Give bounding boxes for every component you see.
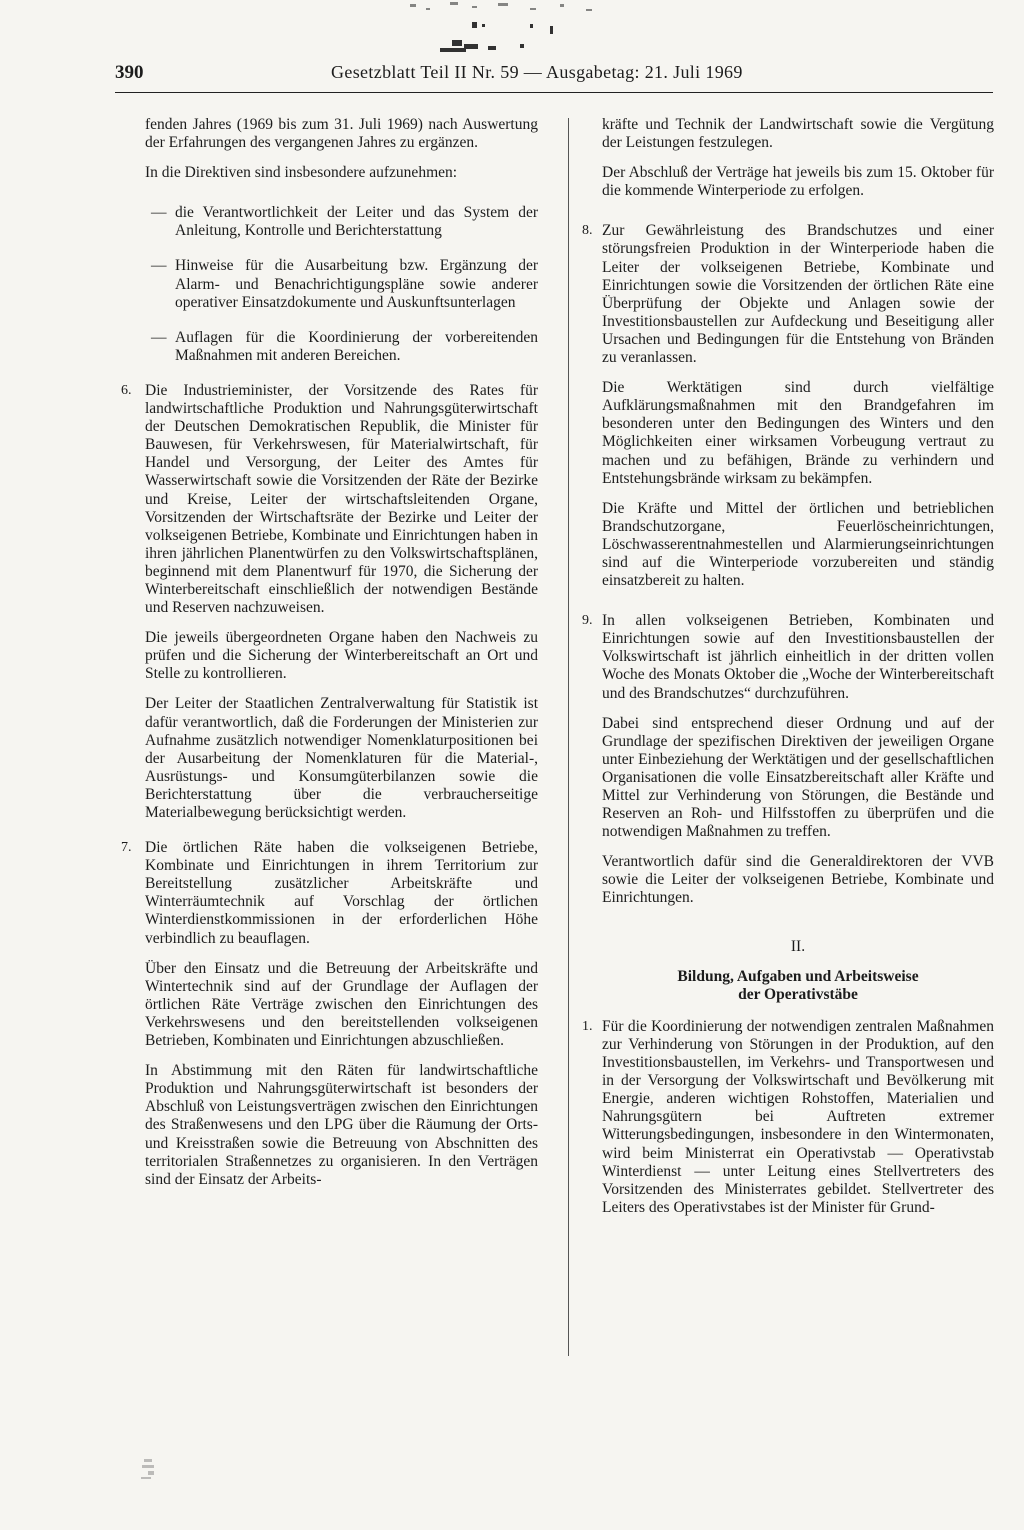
column-divider: [568, 118, 569, 1356]
item-number: 6.: [121, 382, 132, 398]
dash-item-text: die Verantwortlichkeit der Leiter und das System der Anleitung, Kontrolle und Berichterstattung: [175, 204, 538, 240]
item-paragraph: Dabei sind entsprechend dieser Ordnung und auf der Grundlage der spezifischen Direktiven der jeweiligen Organe unter Einbeziehung der Werktätigen und der gesellschaftlichen Organisationen die volle Einsatzbereitschaft aller Kräfte und Mittel zur Verhinderung von Störungen, die Bestände und Reserven an Roh- und Hilfsstoffen zu überprüfen und die notwendigen Maßnahmen zu treffen.: [602, 714, 994, 841]
left-column: [121, 116, 538, 1189]
dash-item-text: Hinweise für die Ausarbeitung bzw. Ergänzung der Alarm- und Benachrichtigungspläne sowie anderer operativer Einsatzdokumente und Auskunftsunterlagen: [175, 257, 538, 311]
item-paragraph: Die Kräfte und Mittel der örtlichen und betrieblichen Brandschutzorgane, Feuerlöscheinrichtungen, Löschwasserentnahmestellen und Alarmierungseinrichtungen sind auf die Winterperiode vorzubereiten und ständig einsatzbereit zu halten.: [602, 499, 994, 590]
numbered-item-9: [582, 612, 994, 907]
intro-paragraph: fenden Jahres (1969 bis zum 31. Juli 1969) nach Auswertung der Erfahrungen des vergangenen Jahres zu ergänzen.: [145, 116, 538, 152]
item-paragraph: In Abstimmung mit den Räten für landwirtschaftliche Produktion und Nahrungsgüterwirtschaft ist besonders der Abschluß von Leistungsverträgen zwischen den Einrichtungen des Straßenwesens und den LPG über die Räumung der Orts- und Kreisstraßen sowie die Betreuung von Abschnitten des territorialen Straßennetzes zu organisieren. In den Verträgen sind der Einsatz der Arbeits-: [145, 1062, 538, 1188]
section-heading-line: der Operativstäbe: [738, 985, 858, 1003]
item-paragraph: Über den Einsatz und die Betreuung der Arbeitskräfte und Wintertechnik sind auf der Grundlage der Auflagen der örtlichen Räte Verträge zwischen den Einrichtungen des Verkehrswesens und den bereitstellenden volkseigenen Betrieben, Kombinaten und Einrichtungen abzuschließen.: [145, 959, 538, 1050]
item-number: 7.: [121, 840, 132, 856]
item-paragraph: Zur Gewährleistung des Brandschutzes und einer störungsfreien Produktion in der Winterperiode haben die Leiter der volkseigenen Betriebe, Kombinate und Einrichtungen sowie die Vorsitzenden der örtlichen Räte eine Überprüfung der Objekte und Anlagen sowie der Investitionsbaustellen zur Aufdeckung und Beseitigung aller Ursachen und Bedingungen für die Entstehung von Bränden zu veranlassen.: [602, 222, 994, 367]
item-paragraph: Für die Koordinierung der notwendigen zentralen Maßnahmen zur Verhinderung von Störungen in der Produktion, auf den Investitionsbaustellen, im Verkehrs- und Transportwesen und in der Versorgung der Volkswirtschaft und Bevölkerung mit Energie, anderen wichtigen Rohstoffen, Materialien und Nahrungsgütern bei Auftreten extremer Witterungsbedingungen, insbesondere in den Wintermonaten, wird beim Ministerrat ein Operativstab — Operativstab Winterdienst — unter Leitung eines Stellvertreters des Vorsitzenden des Ministerrates gebildet. Stellvertreter des Leiters des Operativstabes ist der Minister für Grund-: [602, 1017, 994, 1216]
dash-list-item: [145, 204, 538, 240]
dash-marker: —: [151, 204, 167, 222]
item-number: 1.: [582, 1018, 593, 1034]
dash-item-text: Auflagen für die Koordinierung der vorbereitenden Maßnahmen mit anderen Bereichen.: [175, 328, 538, 364]
item-number: 8.: [582, 223, 593, 239]
item-paragraph: Die Industrieminister, der Vorsitzende des Rates für landwirtschaftliche Produktion und Nahrungsgüterwirtschaft der Deutschen Demokratischen Republik, die Minister für Bauwesen, für Verkehrswesen, für Materialwirtschaft, für Handel und Versorgung, der Leiter des Amtes für Wasserwirtschaft sowie die Vorsitzenden der Räte der Bezirke und Kreise, Leiter der wirtschaftsleitenden Organe, Vorsitzenden der Wirtschaftsräte der Bezirke und Leiter der volkseigenen Betriebe, Kombinate und Einrichtungen haben in ihren jährlichen Planentwürfen zu den Volkswirtschaftsplänen, beginnend mit dem Planentwurf für 1970, die Sicherung der Winterbereitschaft einschließlich der notwendigen Bestände und Reserven nachzuweisen.: [145, 381, 538, 617]
item-paragraph: Der Leiter der Staatlichen Zentralverwaltung für Statistik ist dafür verantwortlich, daß die Forderungen der Ministerien zur Aufnahme zusätzlich notwendiger Nomenklaturpositionen bei der Ausarbeitung der Nomenklaturen für die Material-, Ausrüstungs- und Konsumgüterbilanzen sowie die Berichterstattung über die verbraucherseitige Materialbewegung berücksichtigt werden.: [145, 695, 538, 821]
dash-marker: —: [151, 328, 167, 346]
ink-stamp-smudge: [390, 0, 620, 56]
page-header: [115, 62, 993, 93]
section-heading: [602, 968, 994, 1004]
right-column: [582, 116, 994, 1217]
dash-marker: —: [151, 257, 167, 275]
item-number: 9.: [582, 613, 593, 629]
section-heading-line: Bildung, Aufgaben und Arbeitsweise: [677, 967, 919, 985]
directives-intro: In die Direktiven sind insbesondere aufzunehmen:: [145, 164, 458, 182]
item-paragraph: Verantwortlich dafür sind die Generaldirektoren der VVB sowie die Leiter der volkseigenen Betriebe, Kombinate und Einrichtungen.: [602, 853, 994, 907]
numbered-item-1: [582, 1017, 994, 1217]
page-number: 390: [115, 62, 144, 83]
continuation-paragraph: kräfte und Technik der Landwirtschaft sowie die Vergütung der Leistungen festzulegen.: [602, 116, 994, 152]
item-paragraph: Die jeweils übergeordneten Organe haben den Nachweis zu prüfen und die Sicherung der Winterbereitschaft an Ort und Stelle zu kontrollieren.: [145, 629, 538, 683]
numbered-item-8: [582, 222, 994, 590]
item-paragraph: Die Werktätigen sind durch vielfältige Aufklärungsmaßnahmen mit den Brandgefahren im besonderen unter den Bedingungen des Winters und den Möglichkeiten einer wirksamen Vorbeugung vertraut zu machen und zu befähigen, Brände zu verhindern und Entstehungsbrände wirksam zu bekämpfen.: [602, 379, 994, 487]
deadline-paragraph: Der Abschluß der Verträge hat jeweils bis zum 15. Oktober für die kommende Winterperiode zu erfolgen.: [602, 164, 994, 200]
dash-list-item: [145, 329, 538, 365]
item-paragraph: In allen volkseigenen Betrieben, Kombinaten und Einrichtungen sowie auf den Investitionsbaustellen der Volkswirtschaft ist jährlich einheitlich in der dritten vollen Woche des Monats Oktober die „Woche der Winterbereitschaft und des Brandschutzes“ durchzuführen.: [602, 612, 994, 702]
dash-list-item: [145, 257, 538, 311]
section-number: II.: [790, 937, 806, 955]
numbered-item-6: [121, 381, 538, 822]
gazette-header-title: Gesetzblatt Teil II Nr. 59 — Ausgabetag: 21. Juli 1969: [331, 62, 743, 82]
paper-smudge: [138, 1455, 168, 1485]
numbered-item-7: [121, 839, 538, 1189]
item-paragraph: Die örtlichen Räte haben die volkseigenen Betriebe, Kombinate und Einrichtungen in ihrem Territorium zur Bereitstellung zusätzlicher Arbeitskräfte und Winterräumtechnik auf Vorschlag der örtlichen Winterdienstkommissionen in der erforderlichen Höhe verbindlich zu beauflagen.: [145, 839, 538, 947]
